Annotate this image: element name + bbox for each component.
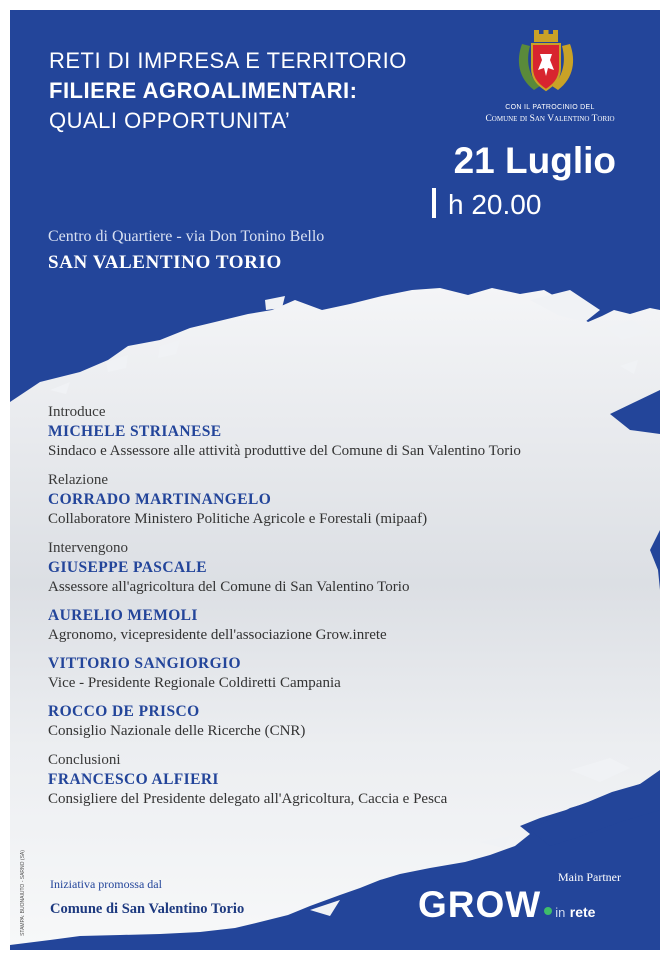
event-time: h 20.00 bbox=[448, 189, 542, 220]
time-divider bbox=[432, 188, 436, 218]
patronage-organization: Comune di San Valentino Torio bbox=[485, 114, 615, 124]
speaker-role: Consiglio Nazionale delle Ricerche (CNR) bbox=[48, 723, 306, 739]
headline-line-1: RETI DI IMPRESA E TERRITORIO bbox=[49, 48, 407, 73]
speaker-name: VITTORIO SANGIORGIO bbox=[48, 655, 241, 672]
speaker-program bbox=[48, 402, 648, 818]
speaker-name: MICHELE STRIANESE bbox=[48, 423, 222, 440]
speaker-role: Sindaco e Assessore alle attività produttive del Comune di San Valentino Torio bbox=[48, 443, 521, 459]
speaker-name: AURELIO MEMOLI bbox=[48, 607, 198, 624]
speaker-name: ROCCO DE PRISCO bbox=[48, 703, 200, 720]
initiative-label: Iniziativa promossa dal bbox=[50, 877, 162, 891]
logo-word-rete: rete bbox=[569, 904, 596, 920]
event-poster bbox=[10, 10, 660, 950]
headline-line-2: FILIERE AGROALIMENTARI: bbox=[49, 78, 358, 103]
logo-dot-icon bbox=[544, 907, 552, 915]
event-town: SAN VALENTINO TORIO bbox=[48, 252, 282, 273]
headline-line-3: QUALI OPPORTUNITA’ bbox=[49, 108, 291, 133]
patronage-label: CON IL PATROCINIO DEL bbox=[505, 104, 595, 111]
section-label-intervengono: Intervengono bbox=[48, 540, 128, 556]
logo-word-in: in bbox=[555, 905, 566, 920]
grow-inrete-logo bbox=[418, 884, 595, 926]
speaker-name: CORRADO MARTINANGELO bbox=[48, 491, 272, 508]
speaker-name: FRANCESCO ALFIERI bbox=[48, 771, 219, 788]
event-date: 21 Luglio bbox=[453, 140, 616, 181]
speaker-role: Agronomo, vicepresidente dell'associazione Grow.inrete bbox=[48, 627, 387, 643]
section-label-introduce: Introduce bbox=[48, 404, 106, 420]
speaker-role: Collaboratore Ministero Politiche Agricole e Forestali (mipaaf) bbox=[48, 511, 428, 527]
event-venue: Centro di Quartiere - via Don Tonino Bello bbox=[48, 228, 325, 245]
speaker-role: Vice - Presidente Regionale Coldiretti Campania bbox=[48, 675, 341, 691]
initiative-organization: Comune di San Valentino Torio bbox=[50, 901, 245, 917]
speaker-name: GIUSEPPE PASCALE bbox=[48, 559, 207, 576]
main-partner-label: Main Partner bbox=[558, 870, 621, 884]
section-label-relazione: Relazione bbox=[48, 472, 108, 488]
speaker-role: Consigliere del Presidente delegato all'Agricoltura, Caccia e Pesca bbox=[48, 791, 448, 807]
speaker-role: Assessore all'agricoltura del Comune di San Valentino Torio bbox=[48, 579, 410, 595]
logo-word-grow: GROW bbox=[418, 884, 542, 925]
town-coat-of-arms-icon bbox=[514, 30, 578, 96]
event-time-row bbox=[432, 188, 541, 221]
section-label-conclusioni: Conclusioni bbox=[48, 752, 121, 768]
print-credit: STAMPA: BUONAIUTO - SARNO (SA) bbox=[20, 850, 26, 936]
